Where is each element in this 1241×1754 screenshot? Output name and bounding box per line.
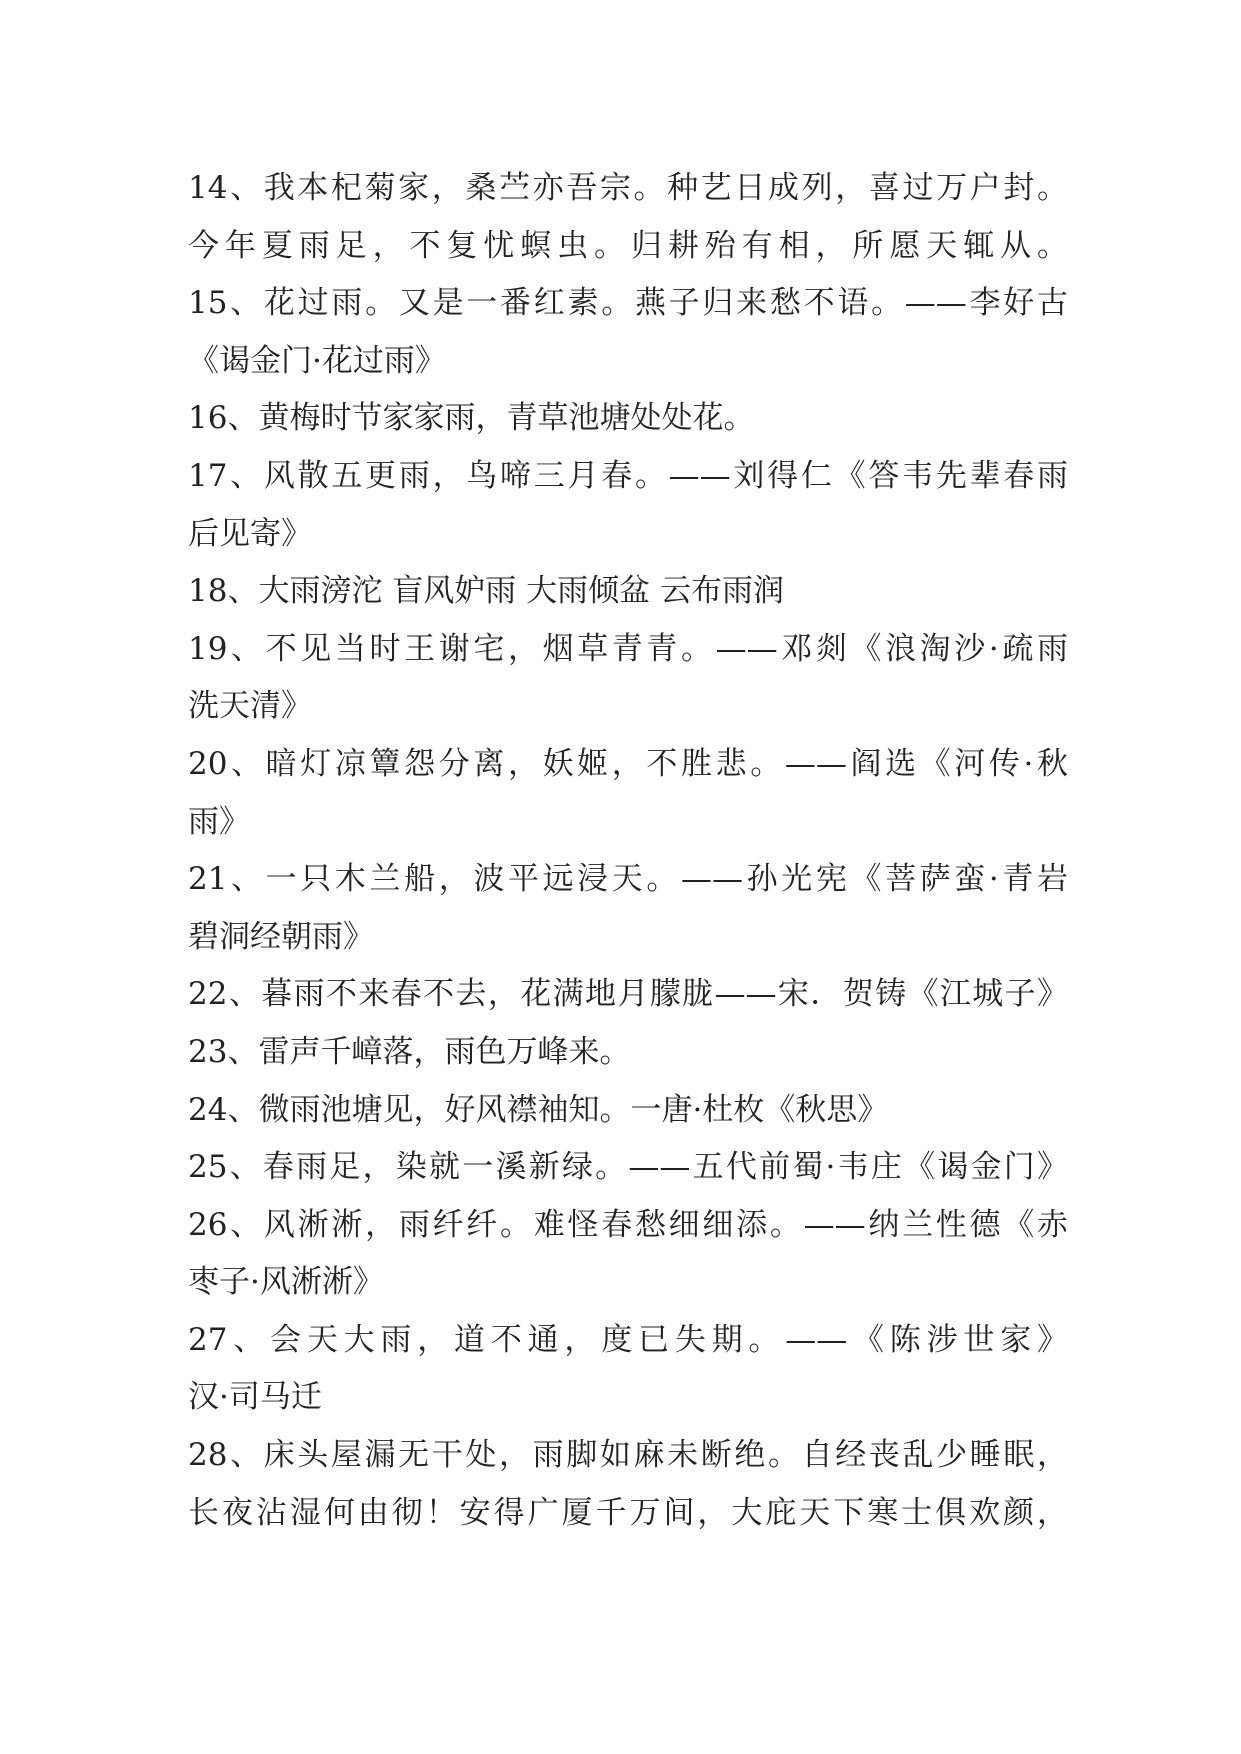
text-line: 27、会天大雨，道不通，度已失期。——《陈涉世家》 bbox=[188, 1321, 1068, 1358]
text-line: 枣子·风淅淅》 bbox=[188, 1264, 384, 1301]
text-line: 长夜沾湿何由彻！安得广厦千万间，大庇天下寒士俱欢颜， bbox=[188, 1494, 1068, 1531]
text-line: 26、风淅淅，雨纤纤。难怪春愁细细添。——纳兰性德《赤 bbox=[188, 1206, 1068, 1243]
text-line: 《谒金门·花过雨》 bbox=[188, 342, 446, 379]
text-line: 16、黄梅时节家家雨，青草池塘处处花。 bbox=[188, 400, 755, 437]
text-line: 19、不见当时王谢宅，烟草青青。——邓剡《浪淘沙·疏雨 bbox=[188, 630, 1068, 667]
text-line: 碧洞经朝雨》 bbox=[188, 918, 374, 955]
text-line: 洗天清》 bbox=[188, 688, 312, 725]
text-line: 20、暗灯凉簟怨分离，妖姬，不胜悲。——阎选《河传·秋 bbox=[188, 745, 1068, 782]
poem-text-block bbox=[188, 160, 1068, 1542]
text-line: 23、雷声千嶂落，雨色万峰来。 bbox=[188, 1033, 631, 1070]
text-line: 21、一只木兰船，波平远浸天。——孙光宪《菩萨蛮·青岩 bbox=[188, 861, 1068, 898]
text-line: 24、微雨池塘见，好风襟袖知。一唐·杜枚《秋思》 bbox=[188, 1091, 889, 1128]
text-line: 14、我本杞菊家，桑苎亦吾宗。种艺日成列，喜过万户封。 bbox=[188, 170, 1068, 206]
text-line: 雨》 bbox=[188, 803, 250, 840]
text-line: 后见寄》 bbox=[188, 515, 312, 552]
text-line: 22、暮雨不来春不去，花满地月朦胧——宋．贺铸《江城子》 bbox=[188, 976, 1068, 1013]
text-line: 汉·司马迁 bbox=[188, 1379, 322, 1416]
text-line: 28、床头屋漏无干处，雨脚如麻未断绝。自经丧乱少睡眠， bbox=[188, 1437, 1068, 1474]
text-line: 25、春雨足，染就一溪新绿。——五代前蜀·韦庄《谒金门》 bbox=[188, 1149, 1068, 1186]
text-line: 17、风散五更雨，鸟啼三月春。——刘得仁《答韦先辈春雨 bbox=[188, 457, 1068, 494]
text-line: 18、大雨滂沱 盲风妒雨 大雨倾盆 云布雨润 bbox=[188, 573, 785, 610]
text-line: 今年夏雨足，不复忧螟虫。归耕殆有相，所愿天辄从。 bbox=[188, 227, 1068, 264]
text-line: 15、花过雨。又是一番红素。燕子归来愁不语。——李好古 bbox=[188, 285, 1068, 322]
